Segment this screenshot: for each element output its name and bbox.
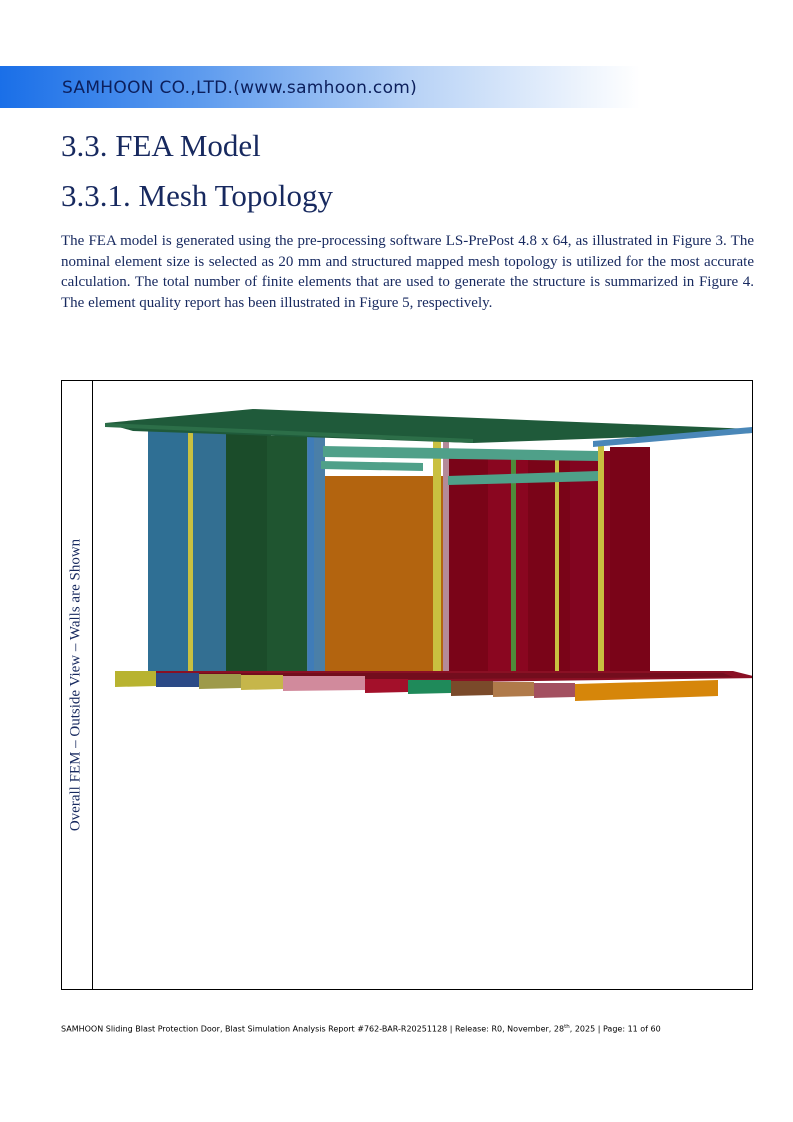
section-title: 3.3. FEA Model xyxy=(61,128,261,163)
panel-orange xyxy=(325,476,443,671)
post xyxy=(511,451,516,671)
floor-segment xyxy=(156,673,199,687)
panel-blue xyxy=(148,426,193,671)
panel-red-2 xyxy=(488,453,528,671)
header-company: SAMHOON CO.,LTD.(www.samhoon.com) xyxy=(62,78,418,98)
post xyxy=(433,441,441,671)
panel-green xyxy=(226,433,271,671)
panel-red-5 xyxy=(610,447,650,671)
beam-teal xyxy=(323,446,598,461)
panel-blue-2 xyxy=(190,431,228,671)
post xyxy=(598,446,604,671)
floor-segment xyxy=(575,680,718,701)
footer-text: SAMHOON Sliding Blast Protection Door, Blast Simulation Analysis Report #762-BAR-R20251128 | Release: R0, November, 28th, 2025 | Page: 11 of 60 xyxy=(61,1024,661,1034)
floor-segment xyxy=(534,683,575,698)
post xyxy=(308,436,314,671)
floor-segment xyxy=(283,676,365,691)
floor-segment xyxy=(115,671,156,687)
body-paragraph: The FEA model is generated using the pre-processing software LS-PrePost 4.8 x 64, as illustrated in Figure 3. The nominal element size is selected as 20 mm and structured mapped mesh topology is utilized for the most accurate calculation. The total number of finite elements that are used to generate the structure is summarized in Figure 4. The element quality report has been illustrated in Figure 5, respectively. xyxy=(61,233,754,311)
panel-red-3 xyxy=(528,453,570,671)
figure-caption: Overall FEM – Outside View – Walls are Shown xyxy=(67,538,84,832)
floor-segment xyxy=(241,675,283,690)
floor-segment xyxy=(493,682,534,697)
floor-segment xyxy=(408,680,451,694)
fem-model-image xyxy=(93,381,752,721)
post xyxy=(188,426,193,671)
section-subtitle: 3.3.1. Mesh Topology xyxy=(61,178,333,213)
beam-teal-3 xyxy=(321,461,423,471)
post xyxy=(555,451,559,671)
floor-segment xyxy=(451,681,493,696)
post xyxy=(443,441,449,671)
floor-segment xyxy=(365,679,408,693)
panel-green-2 xyxy=(267,436,307,671)
floor-segment xyxy=(199,674,241,689)
